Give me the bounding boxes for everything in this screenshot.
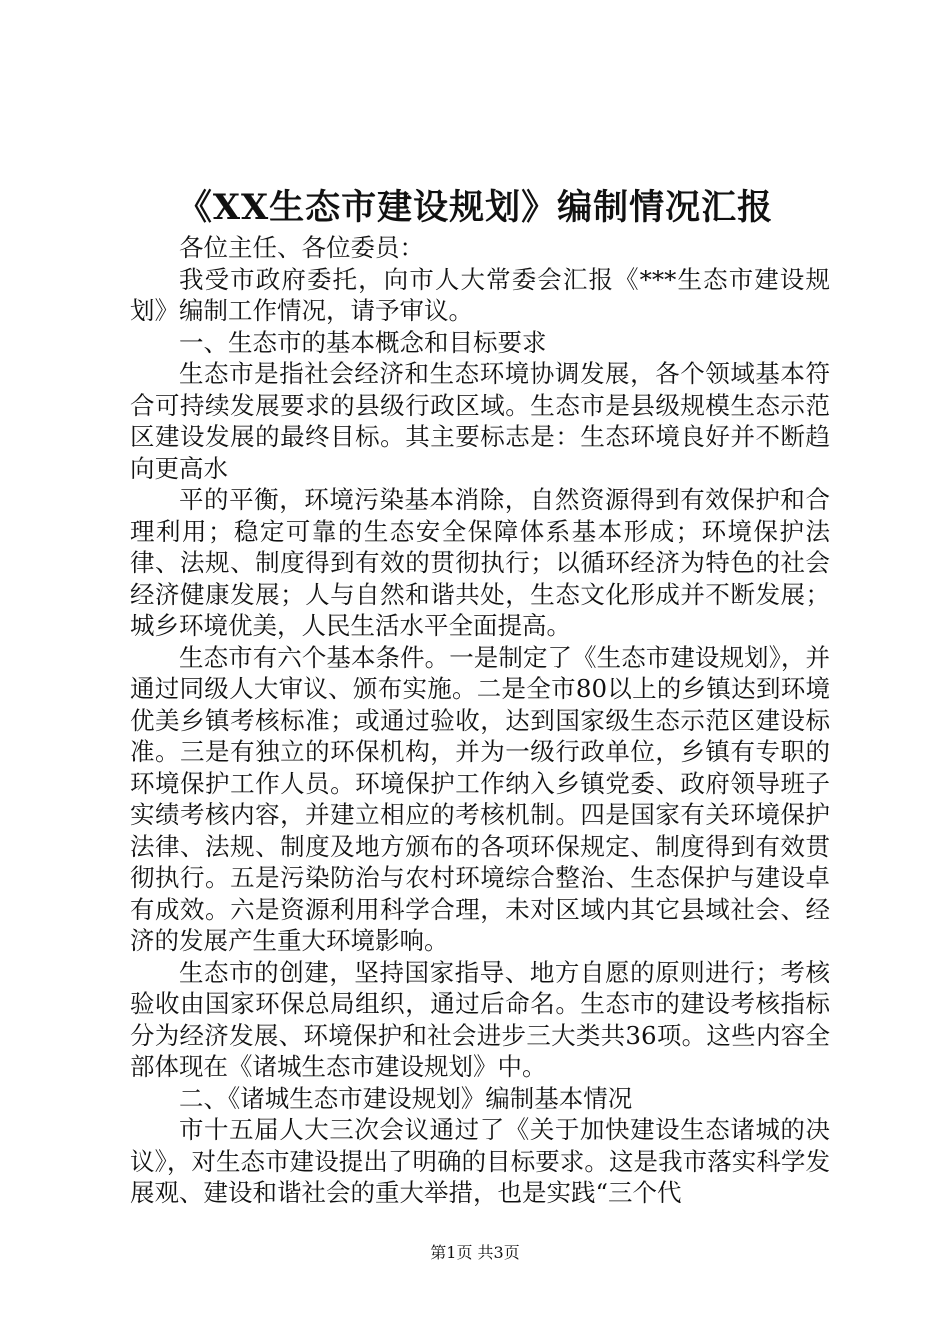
body-paragraph: 市十五届人大三次会议通过了《关于加快建设生态诸城的决议》，对生态市建设提出了明确的目标要求。这是我市落实科学发展观、建设和谐社会的重大举措，也是实践“三个代 (130, 1115, 830, 1207)
document-body (130, 232, 830, 1209)
body-paragraph: 平的平衡，环境污染基本消除，自然资源得到有效保护和合理利用；稳定可靠的生态安全保障体系基本形成；环境保护法律、法规、制度得到有效的贯彻执行；以循环经济为特色的社会经济健康发展；人与自然和谐共处，生态文化形成并不断发展；城乡环境优美，人民生活水平全面提高。 (130, 485, 830, 640)
page-number-footer: 第1页 共3页 (430, 1243, 520, 1262)
body-paragraph: 生态市是指社会经济和生态环境协调发展，各个领域基本符合可持续发展要求的县级行政区域。生态市是县级规模生态示范区建设发展的最终目标。其主要标志是：生态环境良好并不断趋向更高水 (130, 359, 830, 483)
section-heading-2: 二、《诸城生态市建设规划》编制基本情况 (179, 1083, 633, 1113)
body-paragraph: 生态市有六个基本条件。一是制定了《生态市建设规划》，并通过同级人大审议、颁布实施。二是全市80以上的乡镇达到环境优美乡镇考核标准；或通过验收，达到国家级生态示范区建设标准。三是有独立的环保机构，并为一级行政单位，乡镇有专职的环境保护工作人员。环境保护工作纳入乡镇党委、政府领导班子实绩考核内容，并建立相应的考核机制。四是国家有关环境保护法律、法规、制度及地方颁布的各项环保规定、制度得到有效贯彻执行。五是污染防治与农村环境综合整治、生态保护与建设卓有成效。六是资源利用科学合理，未对区域内其它县域社会、经济的发展产生重大环境影响。 (130, 642, 830, 955)
body-paragraph: 生态市的创建，坚持国家指导、地方自愿的原则进行；考核验收由国家环保总局组织，通过后命名。生态市的建设考核指标分为经济发展、环境保护和社会进步三大类共36项。这些内容全部体现在《诸城生态市建设规划》中。 (130, 957, 830, 1081)
section-heading-1: 一、生态市的基本概念和目标要求 (179, 327, 547, 357)
intro-paragraph: 我受市政府委托，向市人大常委会汇报《***生态市建设规划》编制工作情况，请予审议。 (130, 264, 830, 325)
document-title: 《XX生态市建设规划》编制情况汇报 (176, 187, 774, 228)
salutation-paragraph: 各位主任、各位委员： (179, 233, 424, 262)
